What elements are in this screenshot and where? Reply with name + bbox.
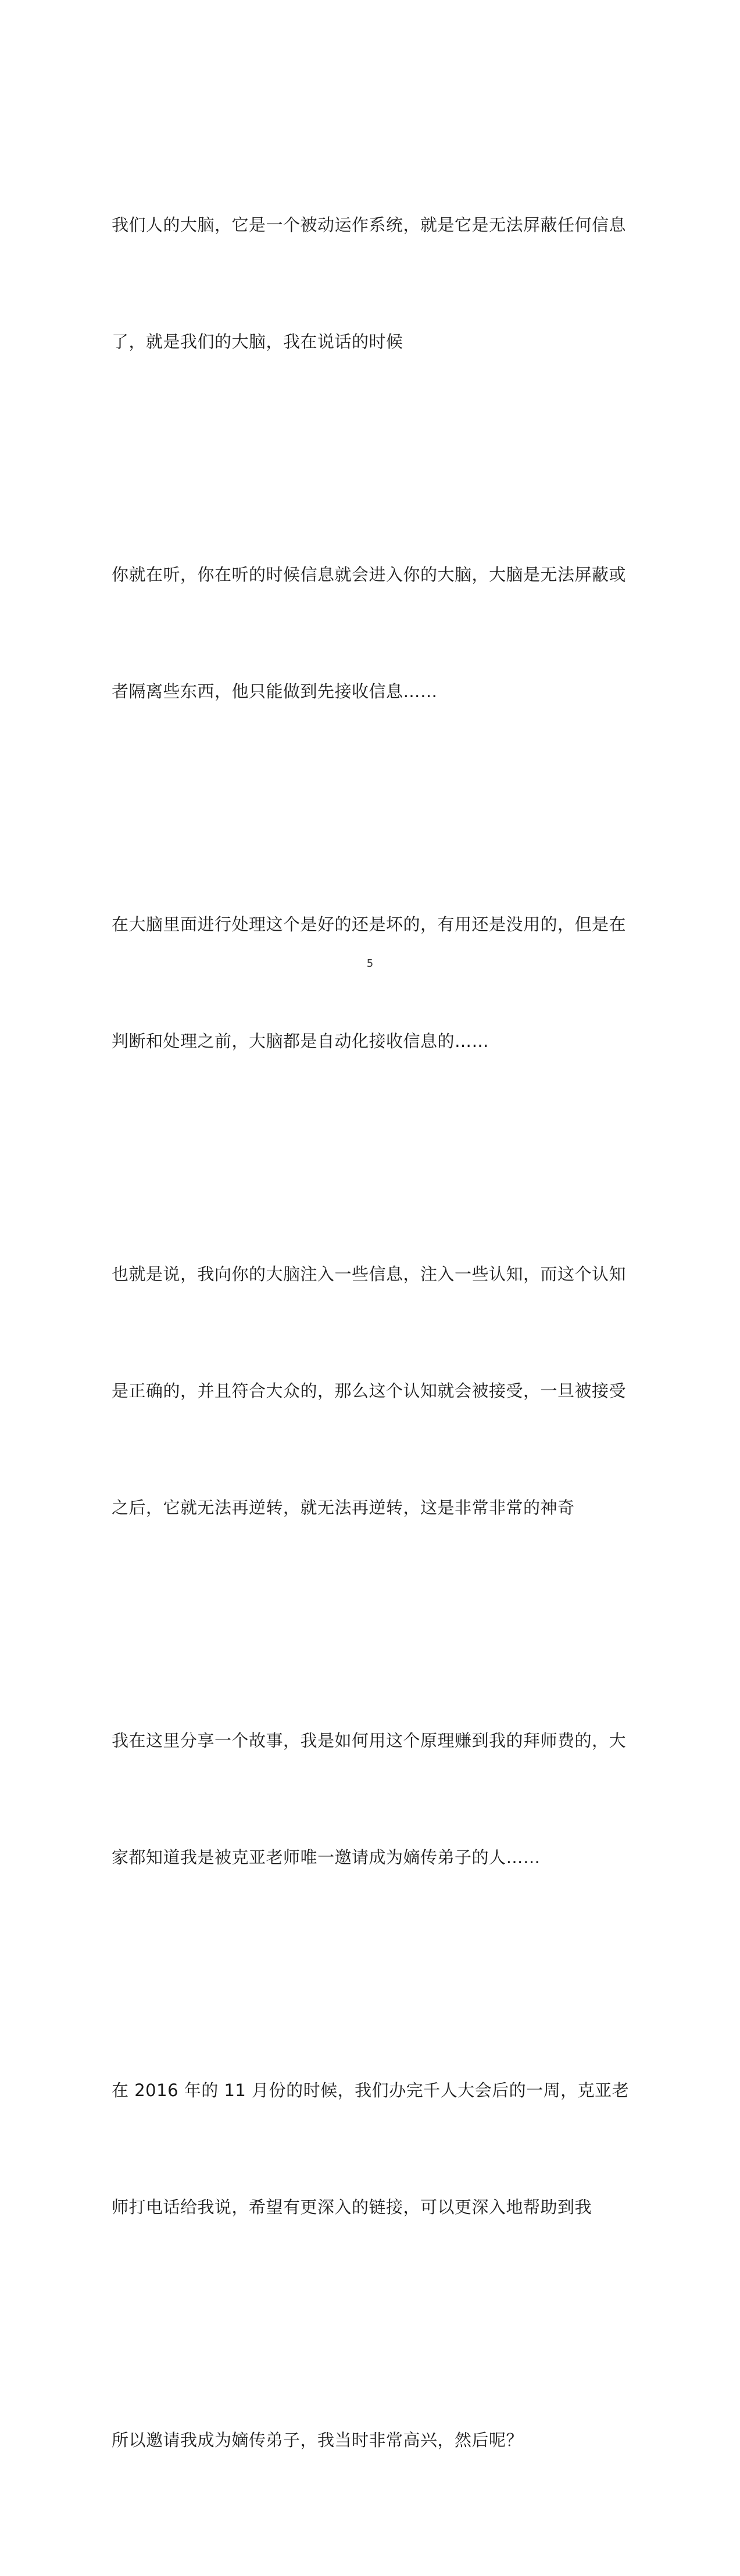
- text-line: 我在这里分享一个故事，我是如何用这个原理赚到我的拜师费的，大: [112, 1731, 627, 1750]
- paragraph-7: [112, 2343, 635, 2538]
- paragraph-3: [112, 827, 635, 1139]
- paragraph-4: [112, 1177, 635, 1605]
- text-line: 判断和处理之前，大脑都是自动化接收信息的……: [112, 1031, 489, 1051]
- text-line: 所以邀请我成为嫡传弟子，我当时非常高兴，然后呢？: [112, 2430, 524, 2450]
- text-line: 在 2016 年的 11 月份的时候，我们办完千人大会后的一周，克亚老: [112, 2080, 630, 2100]
- text-line: 者隔离些东西，他只能做到先接收信息……: [112, 681, 438, 701]
- text-line: 在大脑里面进行处理这个是好的还是坏的，有用还是没用的，但是在: [112, 914, 627, 934]
- text-line: 也就是说，我向你的大脑注入一些信息，注入一些认知，而这个认知: [112, 1264, 627, 1284]
- text-line: 是正确的，并且符合大众的，那么这个认知就会被接受，一旦被接受: [112, 1381, 627, 1401]
- text-line: 了，就是我们的大脑，我在说话的时候: [112, 332, 403, 351]
- paragraph-1: [112, 128, 635, 439]
- paragraph-6: [112, 1993, 635, 2305]
- text-line: 我们人的大脑，它是一个被动运作系统，就是它是无法屏蔽任何信息: [112, 215, 627, 235]
- document-body: [112, 128, 635, 2576]
- page-number: 5: [366, 957, 374, 970]
- text-line: 家都知道我是被克亚老师唯一邀请成为嫡传弟子的人……: [112, 1847, 541, 1867]
- text-line: 之后，它就无法再逆转，就无法再逆转，这是非常非常的神奇: [112, 1498, 575, 1517]
- paragraph-2: [112, 478, 635, 789]
- paragraph-5: [112, 1644, 635, 1955]
- text-line: 师打电话给我说，希望有更深入的链接，可以更深入地帮助到我: [112, 2197, 592, 2217]
- text-line: 你就在听，你在听的时候信息就会进入你的大脑，大脑是无法屏蔽或: [112, 565, 627, 584]
